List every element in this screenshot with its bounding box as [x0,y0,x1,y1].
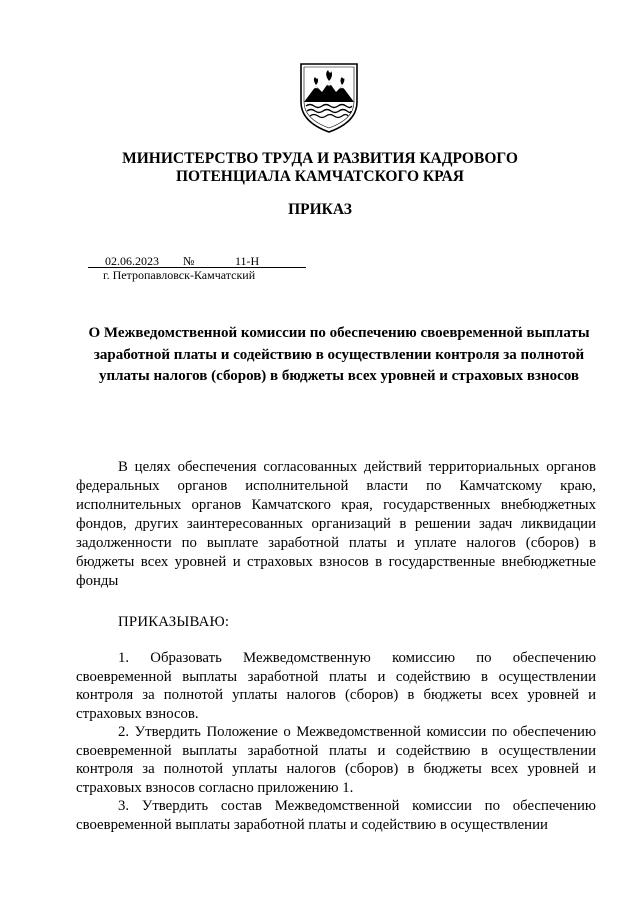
kamchatka-coat-of-arms-icon [298,62,360,134]
order-item-3: 3. Утвердить состав Межведомственной комиссии по обеспечению своевременной выплаты заработной платы и содействию в осуществлении [76,798,596,833]
order-directive-word: ПРИКАЗЫВАЮ: [118,614,230,630]
order-subject: О Межведомственной комиссии по обеспечению своевременной выплаты заработной платы и содействию в осуществлении контроля за полнотой уплаты налогов (сборов) в бюджеты всех уровней и страховых взносов [88,325,590,384]
number-sign: № [183,254,195,268]
ministry-name-line2: ПОТЕНЦИАЛА КАМЧАТСКОГО КРАЯ [176,168,464,185]
issue-city: г. Петропавловск-Камчатский [103,268,256,282]
order-items-list [76,649,596,834]
registration-line [88,254,306,268]
order-item-2: 2. Утвердить Положение о Межведомственной комиссии по обеспечению своевременной выплаты заработной платы и содействию в осуществлении контроля за полнотой уплаты налогов (сборов) в бюджеты всех уровней и страховых взносов согласно приложению 1. [76,724,596,796]
ministry-name-line1: МИНИСТЕРСТВО ТРУДА И РАЗВИТИЯ КАДРОВОГО [122,150,518,167]
ministry-name [0,150,640,186]
document-type-title: ПРИКАЗ [288,201,352,218]
order-item-1: 1. Образовать Межведомственную комиссию по обеспечению своевременной выплаты заработной платы и содействию в осуществлении контроля за полнотой уплаты налогов (сборов) в бюджеты всех уровней и страховых взносов. [76,650,596,722]
preamble-paragraph: В целях обеспечения согласованных действий территориальных органов федеральных органов исполнительной власти по Камчатскому краю, исполнительных органов Камчатского края, государственных внебюджетных фондов, других заинтересованных организаций в решении задач ликвидации задолженности по выплате заработной платы и уплате налогов (сборов) в бюджеты всех уровней и страховых взносов в государственные внебюджетные фонды [76,459,596,589]
order-number: 11-Н [235,254,260,268]
order-date: 02.06.2023 [105,254,159,268]
